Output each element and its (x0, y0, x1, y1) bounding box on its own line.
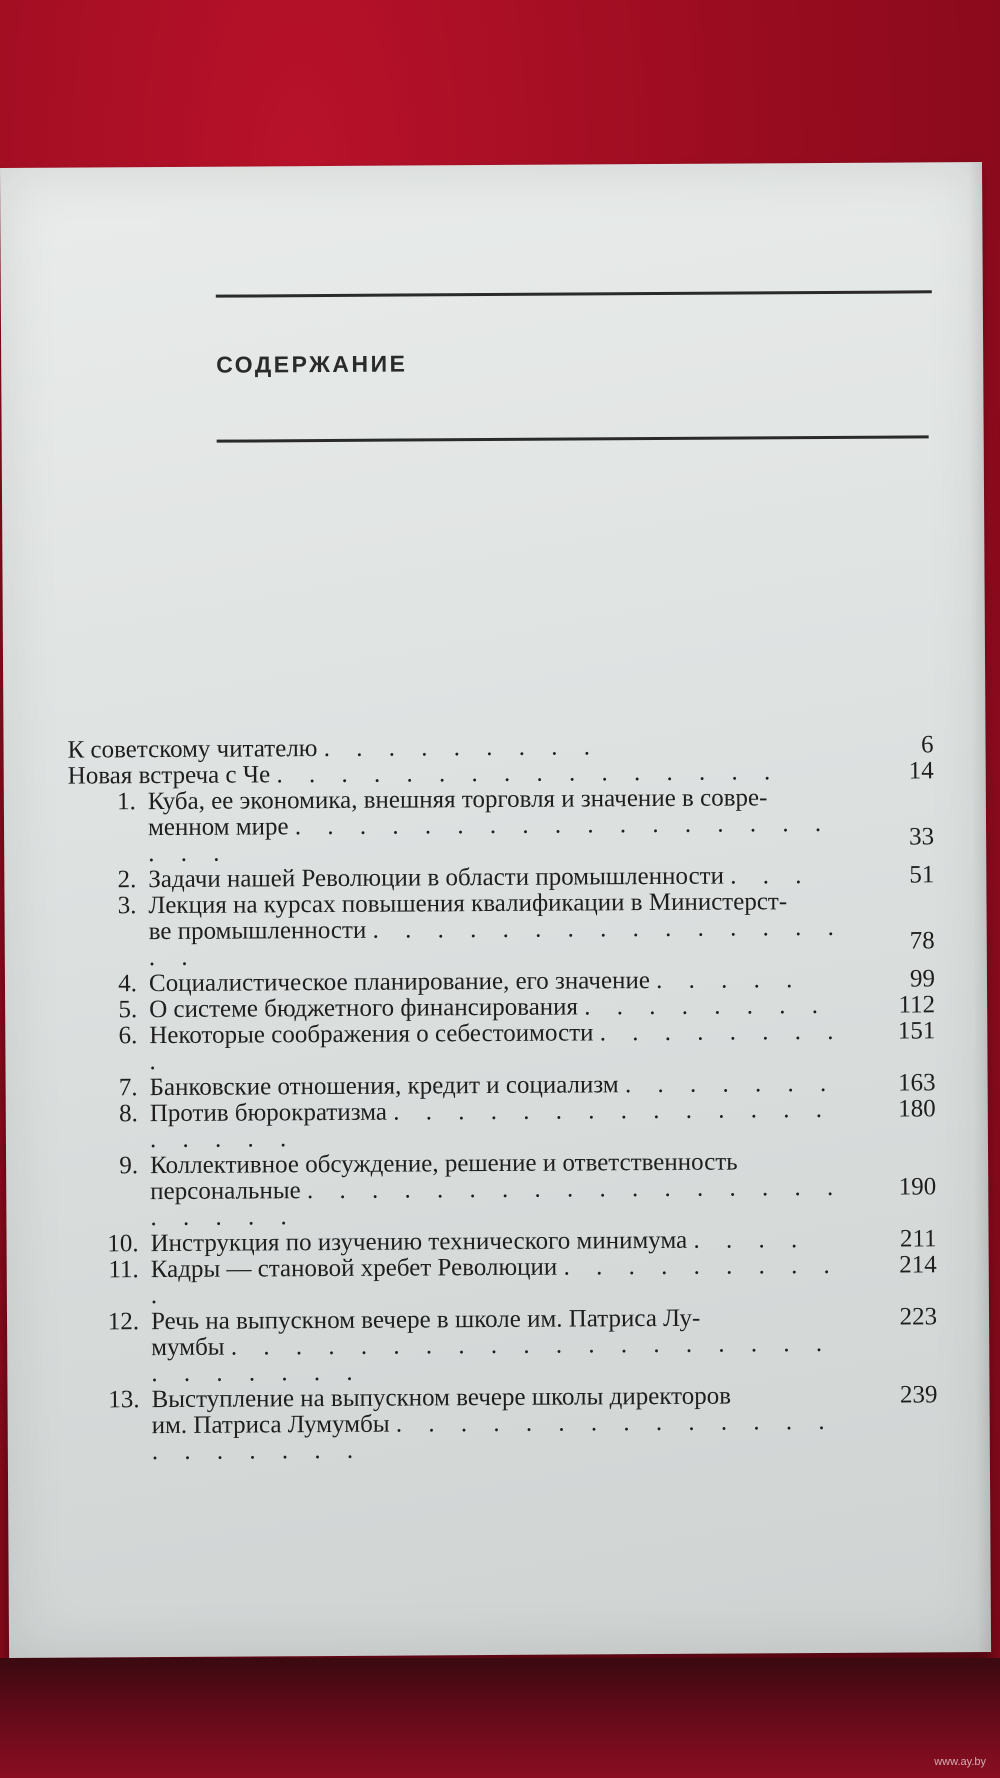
toc-entry (66, 1096, 946, 1153)
toc-chapter-number: 6. (118, 1022, 138, 1050)
toc-entry-title: К советскому читателю (67, 735, 318, 764)
toc-chapter-number: 8. (118, 1100, 138, 1128)
toc-entry-title-cont: персональные (150, 1177, 301, 1206)
toc-leader-dots: . . . . . . . . . . . . . . . . (276, 758, 781, 789)
toc-page-number: 99 (909, 965, 936, 993)
toc-entry (67, 1252, 947, 1309)
heading-rule-bottom (217, 435, 929, 442)
toc-entry-title: Речь на выпускном вечере в школе им. Патриса Лу- (150, 1304, 701, 1336)
toc-chapter-number: 5. (118, 996, 138, 1024)
toc-chapter-number: 4. (118, 970, 138, 998)
toc-page-number: 78 (909, 927, 935, 955)
toc-page-number: 223 (899, 1303, 938, 1331)
toc-page-number: 151 (897, 1017, 936, 1045)
toc-page-number: 239 (899, 1381, 938, 1409)
toc-chapter-number: 12. (107, 1308, 140, 1336)
toc-entry-title: Новая встреча с Че (67, 761, 271, 790)
toc-entry-title-cont: менном мире (147, 813, 289, 842)
page-title: СОДЕРЖАНИЕ (216, 350, 408, 378)
toc-page-number: 6 (920, 731, 934, 759)
toc-entry-title: О системе бюджетного финансирования (149, 993, 579, 1024)
toc-entry-title: Лекция на курсах повышения квалификации в Министерст- (148, 888, 788, 920)
book-page (0, 162, 991, 1658)
toc-entry-title: Некоторые соображения о себестоимости (149, 1019, 594, 1050)
toc-entry-title: Банковские отношения, кредит и социализм (149, 1071, 619, 1102)
toc-entry-title-cont: им. Патриса Лумумбы (151, 1410, 390, 1440)
toc-leader-dots: . . . . (693, 1226, 808, 1254)
toc-leader-dots: . . . . . . . . . . . . . . . . . . . . (148, 809, 832, 868)
toc-entry-title: Против бюрократизма (149, 1098, 388, 1128)
toc-page-number: 33 (909, 823, 935, 851)
toc-entry-title: Коллективное обсуждение, решение и ответственность (150, 1148, 738, 1180)
toc-entry-title-cont: мумбы (151, 1333, 225, 1362)
toc-chapter-number: 1. (117, 788, 136, 816)
toc-entry (67, 1304, 947, 1387)
toc-page-number: 211 (899, 1225, 937, 1253)
toc-page-number: 214 (899, 1251, 937, 1279)
toc-leader-dots: . . . . . . . . . (323, 733, 601, 763)
heading-rule-top (216, 290, 932, 297)
toc-leader-dots: . . . . . . . . . . . . . . . . . (148, 913, 844, 972)
red-cloth-background (0, 1658, 1000, 1778)
toc-entry-title: Задачи нашей Революции в области промышленности (148, 862, 725, 894)
toc-page-number: 51 (909, 861, 935, 889)
toc-entry-title: Выступление на выпускном вечере школы директоров (151, 1382, 732, 1414)
toc-entry-title: Куба, ее экономика, внешняя торговля и значение в совре- (147, 784, 768, 816)
toc-chapter-number: 10. (107, 1230, 139, 1258)
toc-leader-dots: . . . . . . . . (584, 991, 829, 1021)
toc-leader-dots: . . . . . . . . . . . . . . . . . . . . . . (150, 1173, 844, 1232)
table-of-contents (63, 732, 947, 1465)
toc-entry-title: Инструкция по изучению технического минимума (150, 1226, 688, 1258)
site-watermark: www.ay.by (934, 1756, 986, 1768)
toc-page-number: 163 (898, 1069, 936, 1097)
toc-leader-dots: . . . . . . . . . (149, 1017, 844, 1076)
toc-page-number: 190 (898, 1173, 937, 1201)
toc-chapter-number: 2. (117, 866, 137, 894)
toc-leader-dots: . . . . . . . . . . . . . . . . . . . (149, 1095, 833, 1154)
toc-leader-dots: . . . . . (656, 966, 803, 995)
toc-page-number: 112 (898, 991, 936, 1019)
toc-entry (64, 784, 944, 867)
toc-entry (66, 1148, 946, 1231)
toc-page-number: 180 (898, 1095, 936, 1123)
toc-entry-title: Кадры — становой хребет Революции (150, 1253, 558, 1284)
toc-entry (67, 1382, 947, 1465)
toc-chapter-number: 3. (117, 892, 137, 920)
toc-leader-dots: . . . . . . . (624, 1069, 837, 1099)
toc-page-number: 14 (908, 757, 934, 785)
toc-chapter-number: 13. (108, 1386, 140, 1414)
toc-leader-dots: . . . . . . . . . . . . . . . . . . . . . . . . . . (151, 1329, 833, 1388)
toc-leader-dots: . . . . . . . . . . (150, 1251, 840, 1310)
toc-entry (65, 1018, 945, 1075)
toc-chapter-number: 9. (119, 1152, 139, 1180)
toc-entry-title: Социалистическое планирование, его значение (148, 967, 650, 998)
toc-chapter-number: 7. (118, 1074, 138, 1102)
toc-leader-dots: . . . . . . . . . . . . . . . . . . . . . (151, 1407, 835, 1466)
toc-leader-dots: . . . (730, 862, 812, 890)
toc-chapter-number: 11. (108, 1256, 139, 1284)
toc-entry-title-cont: ве промышленности (148, 916, 367, 946)
toc-entry (64, 888, 944, 971)
page-edge-shading (968, 162, 991, 1652)
